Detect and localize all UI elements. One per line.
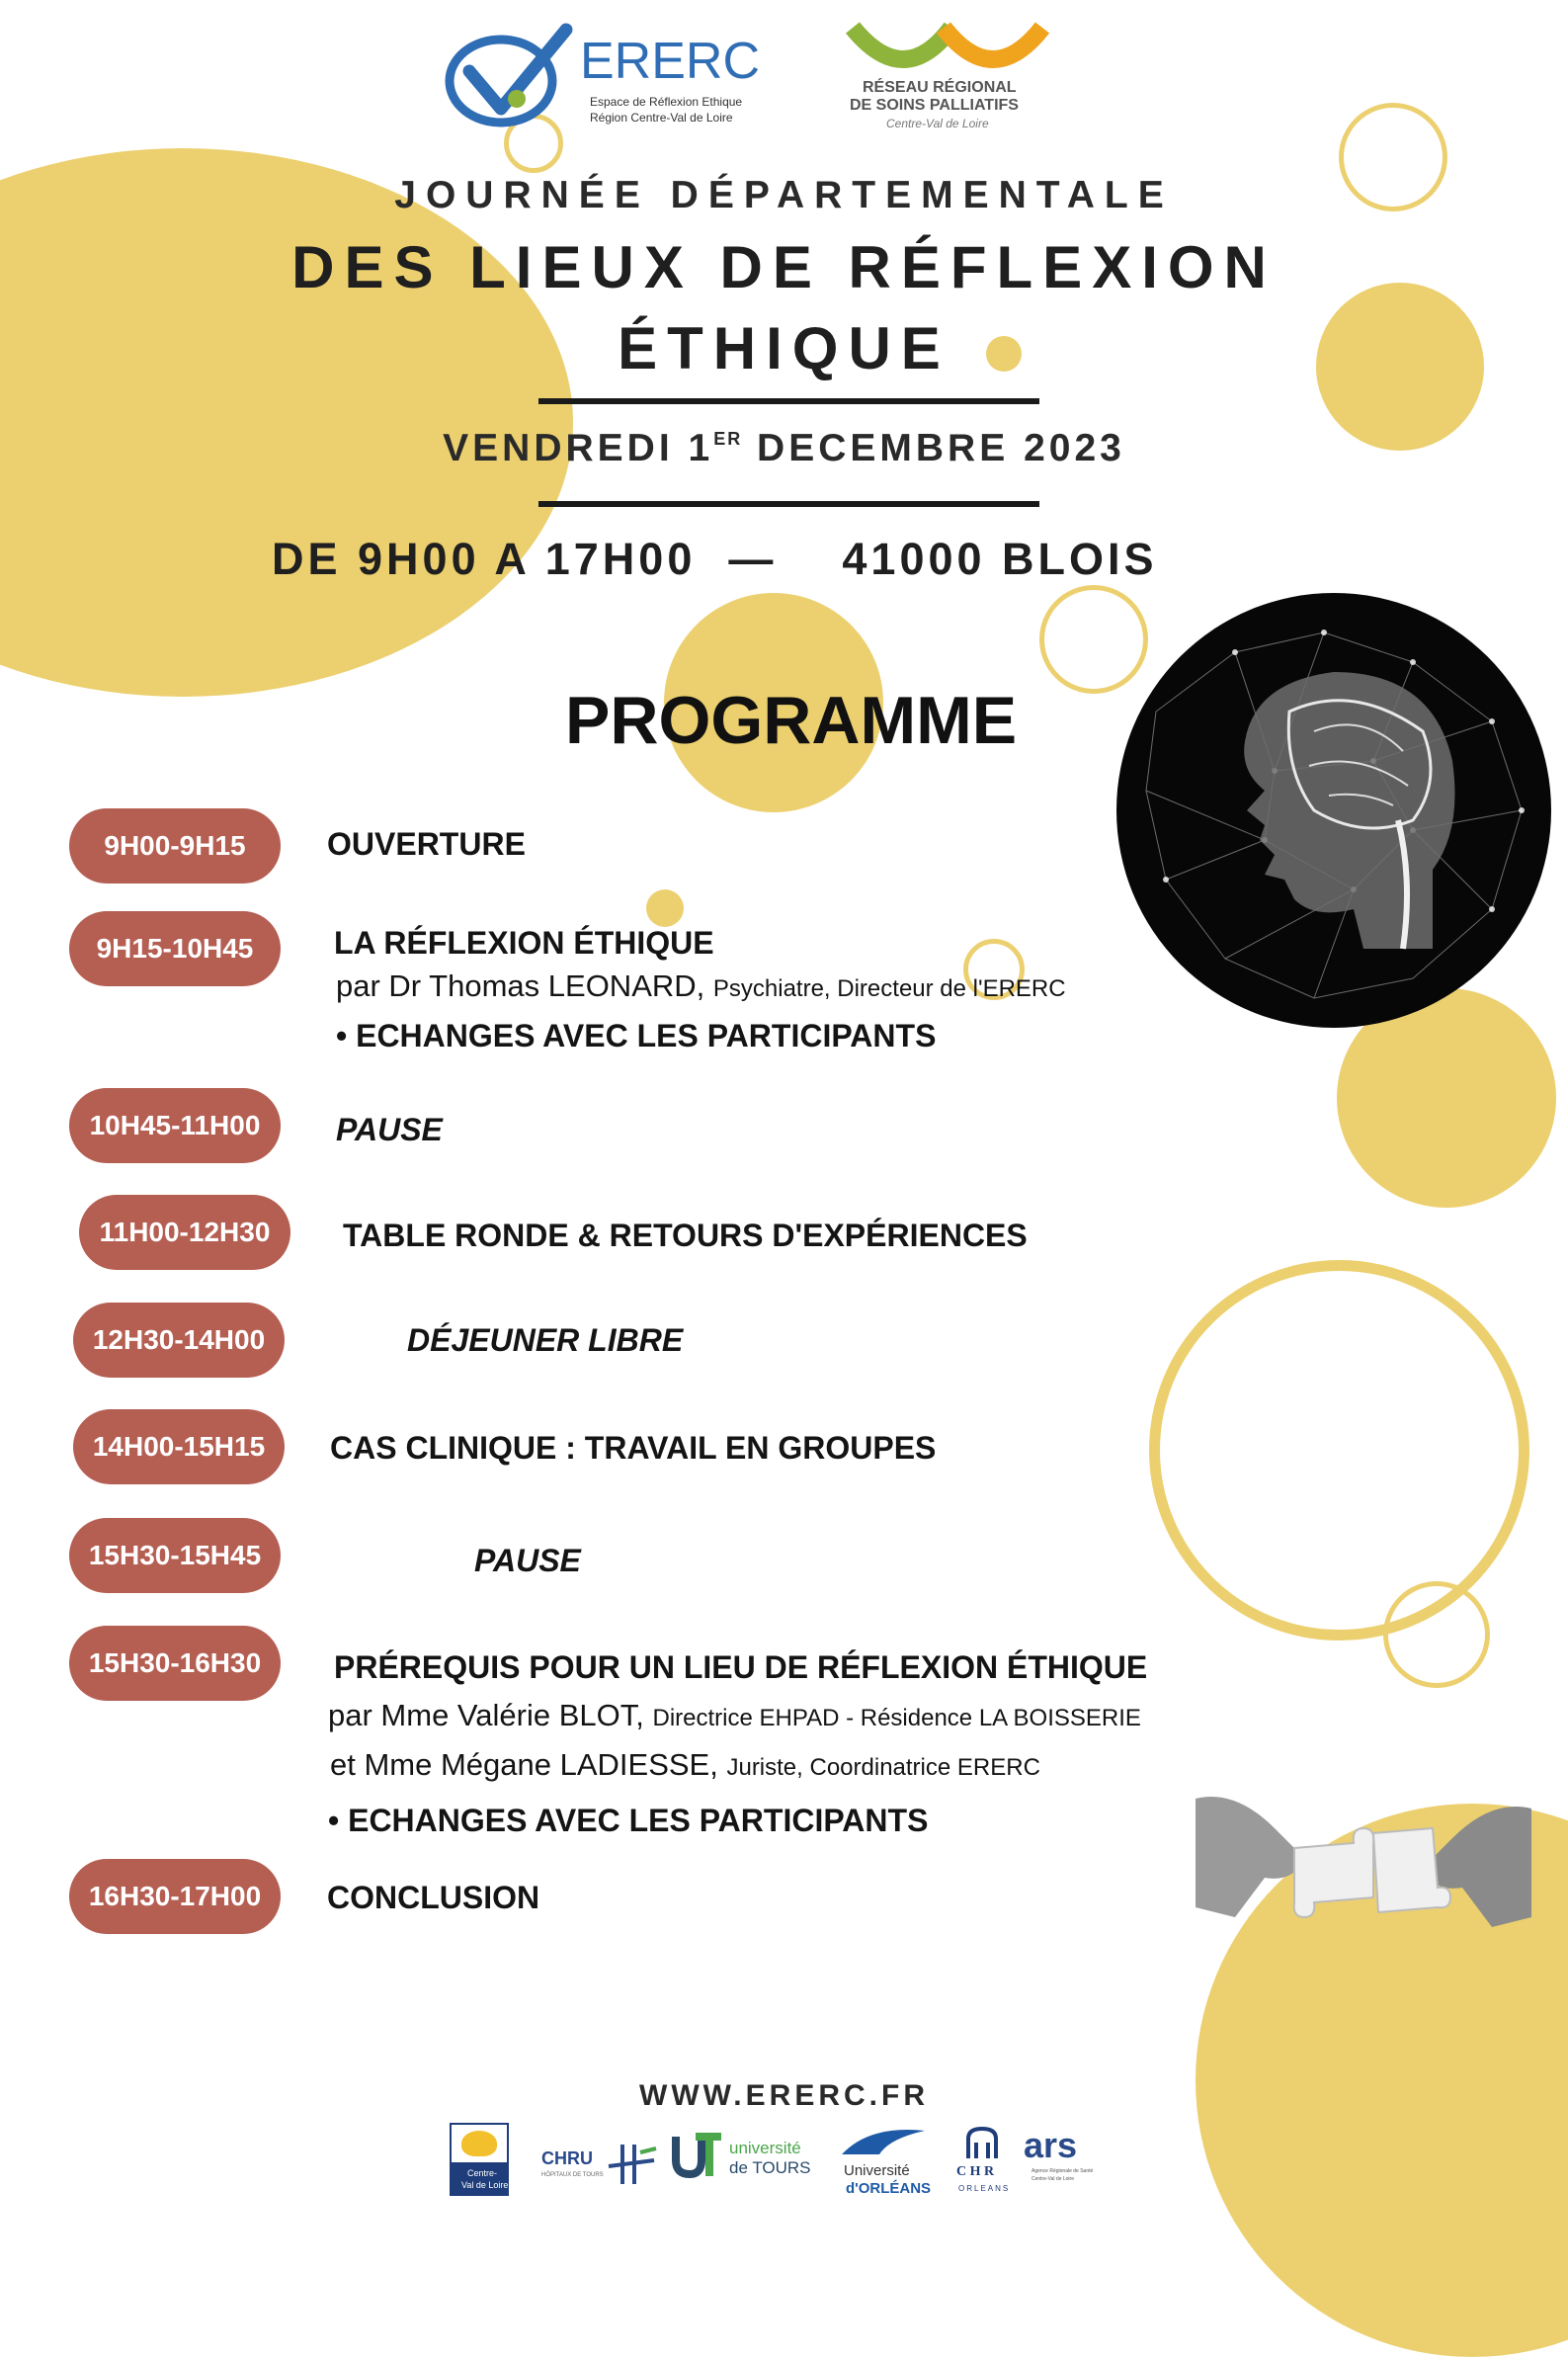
ererc-logo [440,22,761,132]
palliatif-arcs-icon [845,22,1052,81]
ererc-line1: Espace de Réflexion Ethique [590,95,743,109]
univ-orleans-logo [840,2125,939,2204]
ererc-line2: Région Centre-Val de Loire [590,111,733,125]
puzzle-hands-icon [1196,1789,1531,1947]
time-pill-5: 12H30-14H00 [73,1303,285,1378]
ererc-name: ERERC [580,33,761,90]
ars-logo [1024,2125,1113,2194]
chr-sub: ORLEANS [958,2184,1011,2193]
time-pill-8: 15H30-16H30 [69,1626,281,1701]
time-pill-1: 9H00-9H15 [69,808,281,884]
time-pill-3: 10H45-11H00 [69,1088,281,1163]
item-prerequis: PRÉREQUIS POUR UN LIEU DE RÉFLEXION ÉTHIQUE [334,1649,1148,1685]
univ-tours-line1: université [729,2139,801,2157]
title-line-1: JOURNÉE DÉPARTEMENTALE [394,174,1174,216]
item-reflexion-bullet: • ECHANGES AVEC LES PARTICIPANTS [336,1018,937,1053]
ring-lower-right [1383,1581,1490,1688]
chr-emblem-icon [962,2127,1002,2160]
chr-orleans-logo [952,2127,1012,2206]
time-pill-6: 14H00-15H15 [73,1409,285,1484]
ring-right-mid [1039,585,1148,694]
item-ouverture: OUVERTURE [327,826,526,862]
brain-photo [1116,593,1551,1028]
region-line1: Centre- [467,2168,498,2178]
palliatif-line2: DE SOINS PALLIATIFS [850,97,1019,114]
brain-network-icon [1116,593,1551,1028]
palliatif-line3: Centre-Val de Loire [886,117,989,130]
item-pause-2: PAUSE [474,1543,581,1578]
region-heart-icon [461,2131,497,2156]
univ-tours-logo [672,2131,820,2186]
chru-cross-icon [605,2143,660,2186]
website-link[interactable]: WWW.ERERC.FR [639,2079,929,2112]
title-line-3: ÉTHIQUE [618,315,950,381]
big-yellow-circle [0,148,573,697]
univ-tours-icon [672,2131,723,2180]
region-logo [450,2123,509,2196]
ars-sub2: Centre-Val de Loire [1032,2176,1074,2182]
ererc-check-icon [440,22,588,132]
puzzle-hands-photo [1196,1789,1531,1947]
programme-title: PROGRAMME [565,683,1018,758]
item-reflexion-ethique: LA RÉFLEXION ÉTHIQUE [334,925,714,961]
univ-orleans-line2: d'ORLÉANS [846,2180,932,2197]
item-pause-1: PAUSE [336,1112,443,1147]
item-dejeuner: DÉJEUNER LIBRE [407,1322,684,1358]
item-cas-clinique: CAS CLINIQUE : TRAVAIL EN GROUPES [330,1430,937,1466]
item-prerequis-speaker-1: par Mme Valérie BLOT, Directrice EHPAD - Résidence LA BOISSERIE [328,1698,1141,1732]
item-reflexion-speaker: par Dr Thomas LEONARD, Psychiatre, Directeur de l'ERERC [336,968,1066,1003]
chru-sub: HÔPITAUX DE TOURS [541,2172,604,2178]
rule-top [538,398,1039,404]
item-prerequis-bullet: • ECHANGES AVEC LES PARTICIPANTS [328,1803,929,1838]
ars-name: ars [1024,2125,1078,2165]
rule-bottom [538,501,1039,507]
title-line-2: DES LIEUX DE RÉFLEXION [291,234,1277,300]
chr-name: C H R [956,2164,995,2179]
time-and-place: DE 9H00 A 17H00 — 41000 BLOIS [272,534,1158,584]
event-date: VENDREDI 1ER DECEMBRE 2023 [443,427,1125,469]
time-pill-9: 16H30-17H00 [69,1859,281,1934]
palliatif-logo [845,22,1052,135]
univ-tours-line2: de TOURS [729,2158,811,2177]
chru-logo [541,2143,660,2186]
time-pill-7: 15H30-15H45 [69,1518,281,1593]
region-line2: Val de Loire [461,2180,509,2190]
chru-name: CHRU [541,2148,593,2168]
small-dot-mid [646,889,684,927]
item-conclusion: CONCLUSION [327,1880,540,1915]
palliatif-line1: RÉSEAU RÉGIONAL [863,79,1017,96]
univ-orleans-line1: Université [844,2162,910,2179]
time-pill-2: 9H15-10H45 [69,911,281,986]
big-yellow-ring [1149,1260,1529,1641]
ars-sub1: Agence Régionale de Santé [1032,2168,1094,2174]
item-prerequis-speaker-2: et Mme Mégane LADIESSE, Juriste, Coordinatrice ERERC [330,1747,1040,1782]
item-table-ronde: TABLE RONDE & RETOURS D'EXPÉRIENCES [343,1218,1028,1253]
time-pill-4: 11H00-12H30 [79,1195,290,1270]
univ-orleans-wave-icon [840,2125,927,2158]
